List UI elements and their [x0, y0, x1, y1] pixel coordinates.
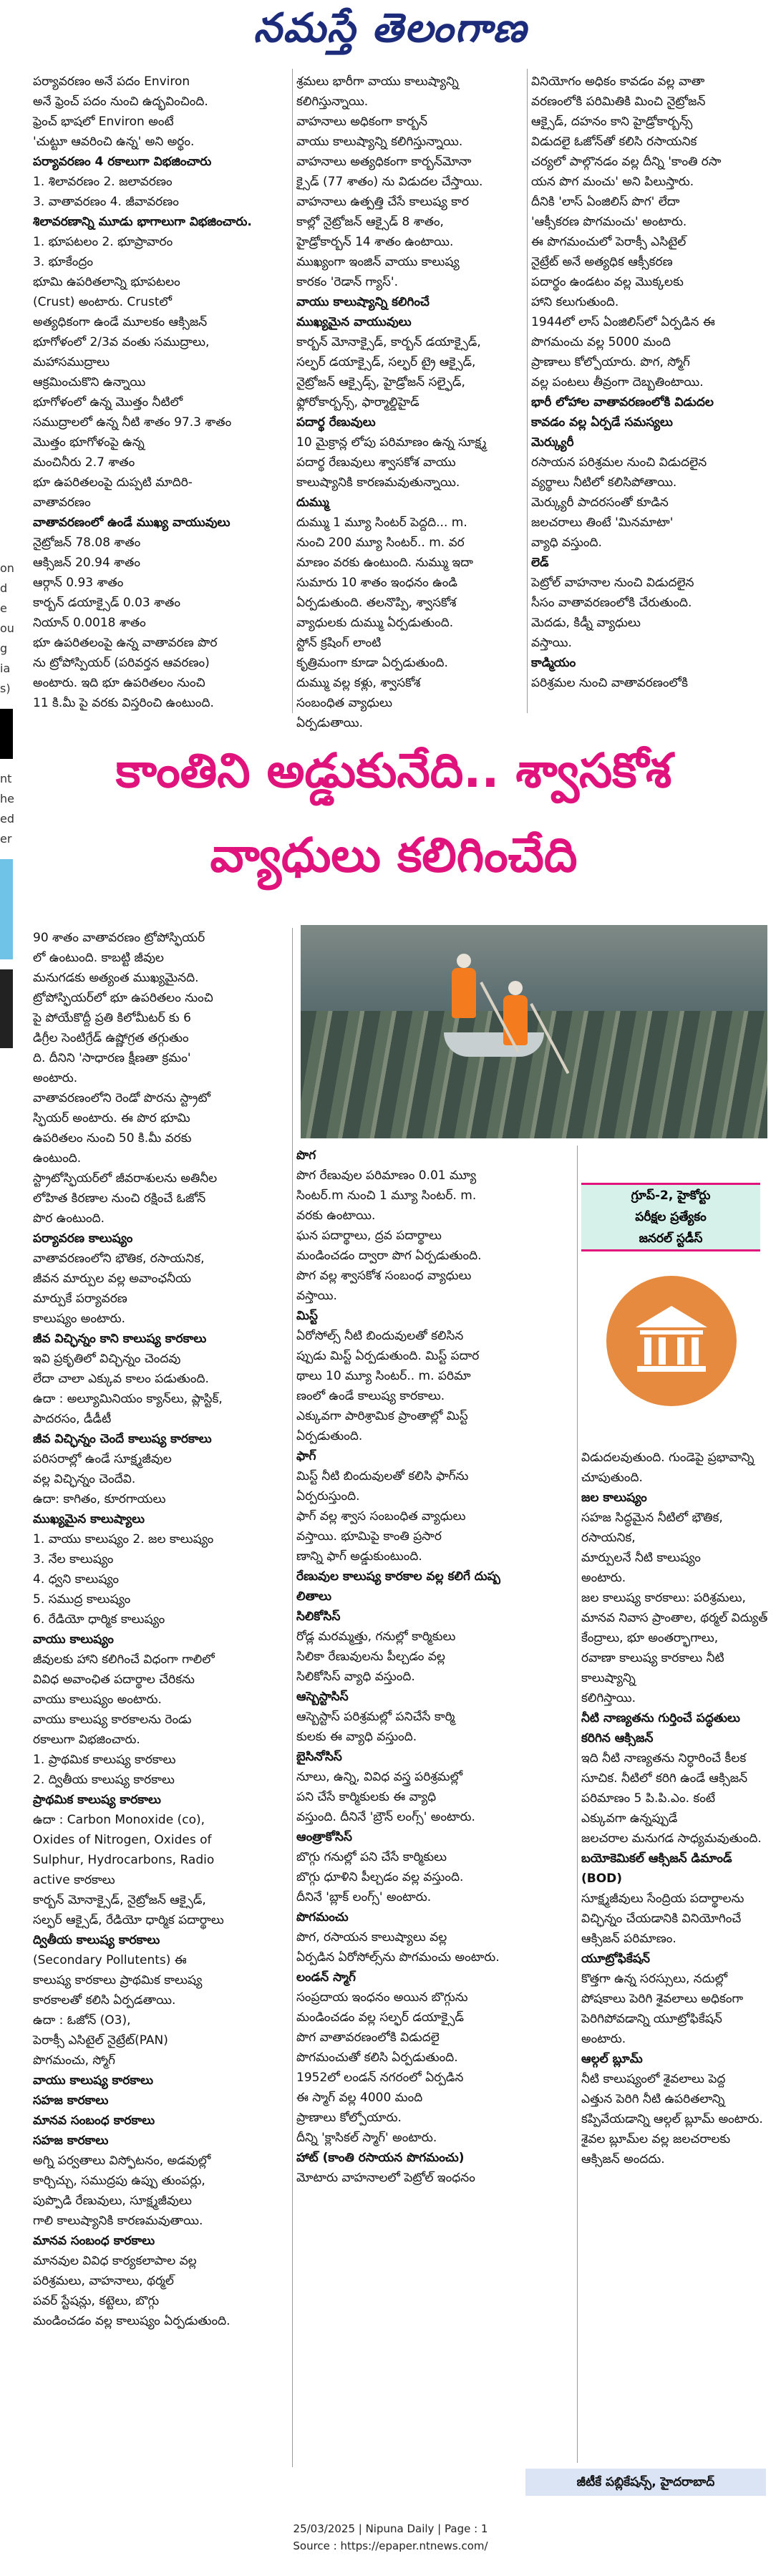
article-line: పదార్థం ఉండటం వల్ల మొక్కలకు [531, 275, 684, 289]
article-line: 10 మైక్రాన్ల లోపు పరిమాణం ఉన్న సూక్ష్మ [296, 435, 487, 450]
article-line: సంప్రదాయ ఇంధనం అయిన బొగ్గును [296, 1990, 468, 2005]
left-edge-fragments [0, 558, 16, 1058]
article-line: పొగమంచుతో కలిసి ఏర్పడుతుంది. [296, 2050, 458, 2065]
article-line: అత్యధికంగా ఉండే మూలకం ఆక్సిజన్ [33, 315, 208, 329]
article-line: చూపుతుంది. [581, 1471, 643, 1485]
article-line: యన పొగ మంచు' అని పిలుస్తారు. [531, 175, 694, 189]
article-line: విచ్ఛిన్నం చేయడానికి వినియోగించే [581, 1912, 742, 1926]
article-line: ఎక్కువగా ఉన్నప్పుడే [581, 1811, 678, 1826]
article-line: కార్చిచ్చు, సముద్రపు ఉప్పు తుంపర్లు, [33, 2174, 205, 2188]
article-line: ఈ స్మాగ్ వల్ల 4000 మంది [296, 2091, 423, 2105]
article-line: మండించడం ద్వారా పొగ ఏర్పడుతుంది. [296, 1249, 482, 1263]
article-line: మార్పుకే పర్యావరణ [33, 1292, 127, 1306]
article-line: సంబంధిత వ్యాధులు [296, 696, 392, 710]
article-line: ప్రాథమిక కాలుష్య కారకాలు [33, 1793, 161, 1807]
edge-fragment: e [0, 601, 7, 615]
footer-meta: 25/03/2025 | Nipuna Daily | Page : 1 [293, 2522, 488, 2535]
edge-black-bar [0, 709, 13, 759]
article-line: నీటి నాణ్యతను గుర్తించే పద్ధతులు [581, 1711, 740, 1725]
article-line: 1944లో లాస్ ఏంజిలిస్‌లో ఏర్పడిన ఈ [531, 315, 715, 329]
article-line: భూ ఉపరితలంపై దుప్పటి మాదిరి- [33, 475, 193, 490]
article-line: అనే ఫ్రెంచ్ పదం నుంచి ఉద్భవించింది. [33, 95, 208, 109]
article-line: వాతావరణం [33, 495, 91, 510]
article-line: పరిసరాల్లో ఉండే సూక్ష్మజీవుల [33, 1452, 172, 1466]
article-line: మానవ నివాస ప్రాంతాల, థర్మల్ విద్యుత్ [581, 1611, 768, 1625]
article-line: సహజ సిద్ధమైన నీటిలో భౌతిక, రసాయనిక, [581, 1511, 723, 1545]
article-line: ణంలో ఉండే కాలుష్య కారకాలు. [296, 1389, 445, 1403]
page-footer [0, 2520, 781, 2555]
article-line: వరణంలోకి పరిమితికి మించి నైట్రోజన్ [531, 95, 706, 109]
article-line: జీవన మార్పుల వల్ల అవాంఛనీయ [33, 1272, 191, 1286]
column-rule [292, 928, 293, 2467]
article-line: సిలికోసిస్ వ్యాధి వస్తుంది. [296, 1670, 415, 1684]
article-line: పొగ రేణువుల పరిమాణం 0.01 మ్యూ [296, 1168, 477, 1183]
article-line: Oxides of Nitrogen, Oxides of [33, 1833, 212, 1847]
badge-band [581, 1183, 760, 1251]
photo-worker-head [457, 954, 471, 968]
article-line: బైసినోసిస్ [296, 1750, 342, 1764]
photo-worker [452, 968, 476, 1018]
article-line: 1952లో లండన్ నగరంలో ఏర్పడిన [296, 2071, 464, 2085]
footer-source: Source : https://epaper.ntnews.com/ [293, 2539, 488, 2552]
article-line: ప్పుడు మిస్ట్ ఏర్పడుతుంది. మిస్ట్ పదార [296, 1349, 480, 1363]
article-line: కార్బన్ డయాక్సైడ్ 0.03 శాతం [33, 596, 180, 610]
headline-line-2: వ్యాధులు కలిగించేది [210, 828, 578, 883]
edge-fragment: on [0, 561, 14, 575]
article-line: వాయు కాలుష్యాన్ని కలిగిస్తున్నాయి. [296, 135, 463, 149]
article-line: ఉంటుంది. [33, 1151, 82, 1166]
article-line: పెరిగిపోవడాన్ని యూట్రోఫికేషన్ [581, 2012, 722, 2026]
article-line: జీవులకు హాని కలిగించే విధంగా గాలిలో [33, 1652, 215, 1667]
edge-fragment: g [0, 641, 8, 655]
article-line: (Crust) అంటారు. Crustలో [33, 295, 173, 309]
article-line: కప్పివేయడాన్ని ఆల్గల్ బ్లూమ్ అంటారు. [581, 2112, 763, 2126]
article-line: ఆస్బెస్టాస్ పరిశ్రమల్లో పనిచేసే కార్మి [296, 1710, 455, 1724]
edge-fragment: ia [0, 662, 11, 675]
article-line: వాయు కాలుష్య కారకాలను రెండు [33, 1713, 192, 1727]
article-line: సిలికా రేణువులను పీల్చడం వల్ల [296, 1650, 445, 1664]
article-line: 90 శాతం వాతావరణం ట్రోపోస్ఫియర్ [33, 931, 205, 945]
article-column-left-bottom [33, 928, 288, 2331]
article-line: జల కాలుష్యం [581, 1491, 647, 1505]
article-line: శిలావరణాన్ని మూడు భాగాలుగా విభజించారు. [33, 215, 252, 229]
article-line: కలిగిస్తాయి. [581, 1691, 636, 1705]
article-line: అంటారు. [33, 1071, 78, 1085]
article-line: కలిగిస్తున్నాయి. [296, 95, 369, 109]
headline [29, 729, 759, 916]
article-line: ఘన పదార్థాలు, ద్రవ పదార్థాలు [296, 1229, 442, 1243]
article-line: అగ్ని పర్వతాలు విస్ఫోటనం, అడవుల్లో [33, 2154, 211, 2168]
article-line: కొత్తగా ఉన్న సరస్సులు, నదుల్లో [581, 1972, 728, 1986]
article-line: వాయు కాలుష్యం [33, 1632, 114, 1647]
article-line: నుంచి 200 మ్యూ సింటర్.. m. వర [296, 536, 465, 550]
article-column-right-bottom [581, 1448, 769, 2169]
article-line: ఉదా: కాగితం, కూరగాయలు [33, 1492, 166, 1506]
edge-fragment: he [0, 792, 14, 805]
article-line: 3. నేల కాలుష్యం [33, 1552, 114, 1567]
article-line: మానవ సంబంధ కారకాలు [33, 2113, 155, 2128]
edge-fragment: nt [0, 772, 12, 785]
article-line: కరిగిన ఆక్సిజన్ [581, 1731, 654, 1745]
article-line: పుప్పొడి రేణువులు, సూక్ష్మజీవులు [33, 2194, 192, 2208]
article-line: ఎత్తున పెరిగి నీటి ఉపరితలాన్ని [581, 2092, 725, 2106]
article-line: 11 కి.మీ పై వరకు విస్తరించి ఉంటుంది. [33, 696, 214, 710]
article-line: ఏరోసోల్స్ నీటి బిందువులతో కలిసిన [296, 1329, 464, 1343]
article-line: వ్యర్థాలు నీటిలో కలిసిపోతాయి. [531, 475, 677, 490]
article-line: మెర్క్యురీ పాదరసంతో కూడిన [531, 495, 669, 510]
article-line: దుమ్ము 1 మ్యూ సింటర్ పెద్దది... m. [296, 515, 467, 530]
article-line: వస్తుంది. దీనినే 'బ్రౌన్ లంగ్స్' అంటారు. [296, 1810, 475, 1824]
article-line: 2. ద్వితీయ కాలుష్య కారకాలు [33, 1773, 175, 1787]
article-line: పొర ఉంటుంది. [33, 1211, 105, 1226]
article-line: పై పోయేకొద్దీ ప్రతి కిలోమీటర్ కు 6 [33, 1011, 191, 1025]
article-line: క్సైడ్ (77 శాతం) ను విడుదల చేస్తాయి. [296, 175, 483, 189]
article-line: అంటారు. [581, 1571, 626, 1585]
news-photo [301, 925, 767, 1138]
photo-worker-head [508, 981, 523, 995]
article-line: పరిశ్రమలు, వాహనాలు, థర్మల్ [33, 2274, 174, 2288]
article-line: సిలికోసిస్ [296, 1609, 341, 1624]
article-line: నియాన్ 0.0018 శాతం [33, 616, 146, 630]
masthead [0, 0, 781, 66]
article-line: కాలుష్యానికి కారణమవుతున్నాయి. [296, 475, 460, 490]
article-line: మెర్క్యురీ [531, 435, 574, 450]
article-line: 'చుట్టూ ఆవరించి ఉన్న' అని అర్థం. [33, 135, 195, 149]
article-line: నైట్రేట్ అనే అత్యధిక ఆక్సీకరణ [531, 255, 673, 269]
article-line: active కారకాలు [33, 1873, 115, 1887]
photo-water [301, 1011, 767, 1138]
article-line: పాదరసం, డీడీటీ [33, 1412, 112, 1426]
article-line: పెరాక్సీ ఎసిటైల్ నైట్రేట్(PAN) [33, 2033, 168, 2048]
article-line: కులకు ఈ వ్యాధి వస్తుంది. [296, 1730, 417, 1744]
article-line: జలచరాల మనుగడ సాధ్యమవుతుంది. [581, 1831, 762, 1846]
article-line: నైట్రోజన్ ఆక్సైడ్స్, హైడ్రోజన్ సల్ఫైడ్, [296, 375, 465, 389]
article-line: ఎక్కువగా పారిశ్రామిక ప్రాంతాల్లో మిస్ట్ [296, 1409, 468, 1423]
article-line: 1. వాయు కాలుష్యం 2. జల కాలుష్యం [33, 1532, 214, 1546]
article-line: 1. శిలావరణం 2. జలావరణం [33, 175, 173, 189]
article-line: వస్తాయి. [531, 636, 572, 650]
article-line: వల్ల పంటలు తీవ్రంగా దెబ్బతింటాయి. [531, 375, 704, 389]
article-line: దుమ్ము [296, 495, 329, 510]
article-line: ఫ్లోరోకార్బన్స్, ఫార్మాల్డిహైడ్ [296, 395, 419, 410]
article-line: భూగోళంలో ఉన్న మొత్తం నీటిలో [33, 395, 183, 410]
article-line: స్ఫియర్ అంటారు. ఈ పొర భూమి [33, 1111, 190, 1125]
article-line: విడుదలవుతుంది. గుండెపై ప్రభావాన్ని [581, 1451, 755, 1465]
article-line: కారకాలతో కలిసి ఏర్పడతాయి. [33, 1993, 176, 2008]
article-line: ముఖ్యమైన కాలుష్యాలు [33, 1512, 145, 1526]
article-line: ఆక్రమించుకొని ఉన్నాయి [33, 375, 146, 389]
article-line: Sulphur, Hydrocarbons, Radio [33, 1853, 215, 1867]
article-line: నూలు, ఉన్ని, వివిధ వస్త్ర పరిశ్రమల్లో [296, 1770, 463, 1784]
article-line: ఏర్పరుస్తుంది. [296, 1489, 360, 1504]
article-line: వాయు కాలుష్య కారకాలు [33, 2073, 154, 2088]
article-line: ఆంత్రాకోసిస్ [296, 1830, 352, 1844]
article-line: హైడ్రోకార్బన్ 14 శాతం ఉంటాయి. [296, 235, 454, 249]
article-line: పర్యావరణ కాలుష్యం [33, 1231, 133, 1246]
article-line: పవర్ స్టేషన్లు, కట్టెలు, బొగ్గు [33, 2294, 160, 2308]
article-line: సింటర్.m నుంచి 1 మ్యూ సింటర్. m. [296, 1188, 477, 1203]
article-line: వ్యాధి వస్తుంది. [531, 536, 602, 550]
article-line: జీవ విచ్ఛిన్నం చెందే కాలుష్య కారకాలు [33, 1432, 212, 1446]
edge-fragment: ou [0, 621, 14, 635]
article-line: కాల్లో నైట్రోజన్ ఆక్సైడ్ 8 శాతం, [296, 215, 444, 229]
article-line: వివిధ అవాంఛిత పదార్థాల చేరికను [33, 1672, 195, 1687]
article-line: ఆల్గల్ బ్లూమ్ [581, 2052, 643, 2066]
badge-line-3: జనరల్ స్టడీస్ [639, 1231, 703, 1246]
article-line: మాణం వరకు ఉంటుంది. నుమ్ము ఇదా [296, 556, 473, 570]
article-line: మానవ సంబంధ కారకాలు [33, 2234, 155, 2248]
article-line: పరిమాణం 5 పి.పి.ఎం. కంటే [581, 1791, 716, 1806]
article-line: వల్ల విచ్ఛిన్నం చెందేవి. [33, 1472, 136, 1486]
courthouse-icon [633, 1303, 710, 1377]
article-line: జల కాలుష్య కారకాలు: పరిశ్రమలు, [581, 1591, 746, 1605]
article-line: కృత్రిమంగా కూడా ఏర్పడుతుంది. [296, 656, 448, 670]
article-line: భారీ లోహాల వాతావరణంలోకి విడుదల [531, 395, 714, 410]
article-line: సూక్ష్మజీవులు సేంద్రియ పదార్థాలను [581, 1892, 744, 1906]
article-line: 4. ధ్వని కాలుష్యం [33, 1572, 120, 1587]
article-line: ఈ పొగమంచులో పెరాక్సీ ఎసిటైల్ [531, 235, 687, 249]
article-line: ఉదా : అల్యూమినియం క్యాన్‌లు, ప్లాస్టిక్, [33, 1392, 223, 1406]
article-line: ట్రోపోస్ఫియర్‌లో భూ ఉపరితలం నుంచి [33, 991, 213, 1005]
article-line: మిస్ట్ [296, 1309, 318, 1323]
article-line: భూ ఉపరితలంపై ఉన్న వాతావరణ పొర [33, 636, 218, 650]
article-line: మండించడం వల్ల కాలుష్యం ఏర్పడుతుంది. [33, 2314, 231, 2328]
edge-dark-bar [0, 969, 13, 1048]
article-line: వాహనాలు అధికంగా కార్బన్ [296, 115, 427, 129]
article-line: వాతావరణంలోని భౌతిక, రసాయనిక, [33, 1251, 205, 1266]
article-column-middle-bottom [296, 1146, 573, 2188]
article-line: ఏర్పడిన ఏరోసోల్స్‌ను పొగమంచు అంటారు. [296, 1950, 500, 1965]
article-line: సూచిక. నీటిలో కరిగి ఉండే ఆక్సిజన్ [581, 1771, 748, 1786]
article-line: అంటారు. [581, 2032, 626, 2046]
article-line: మంచినీరు 2.7 శాతం [33, 455, 135, 470]
column-rule [292, 69, 293, 713]
article-line: ద్వితీయ కాలుష్య కారకాలు [33, 1933, 160, 1947]
article-line: మనుగడకు అత్యంత ముఖ్యమైనది. [33, 971, 199, 985]
article-line: ప్రాణాలు కోల్పోయారు. పొగ, స్మోగ్ [531, 355, 690, 369]
article-line: దీనినే 'బ్లాక్ లంగ్స్' అంటారు. [296, 1890, 432, 1904]
article-line: గాలి కాలుష్యానికి కారణమవుతాయి. [33, 2214, 203, 2228]
photo-boat [444, 1032, 544, 1057]
exam-special-badge [581, 1183, 760, 1440]
article-line: ఉదా : Carbon Monoxide (co), [33, 1813, 205, 1827]
article-line: లితాలు [296, 1589, 331, 1604]
article-line: పర్యావరణం 4 రకాలుగా విభజించారు [33, 155, 212, 169]
article-line: మానవుల వివిధ కార్యకలాపాల వల్ల [33, 2254, 197, 2268]
article-line: మండించడం వల్ల సల్ఫర్ డయాక్సైడ్ [296, 2010, 464, 2025]
article-line: ఆక్సిజన్ 20.94 శాతం [33, 556, 141, 570]
article-line: ఏర్పడుతాయి. [296, 716, 364, 730]
article-line: ఇది నీటి నాణ్యతను నిర్ధారించే కీలక [581, 1751, 747, 1766]
article-line: పర్యావరణం అనే పదం Environ [33, 74, 190, 89]
article-line: వరకు ఉంటాయి. [296, 1209, 376, 1223]
article-line: ఉపరితలం నుంచి 50 కి.మీ వరకు [33, 1131, 192, 1146]
article-line: మెదడు, కిడ్నీ వ్యాధులు [531, 616, 641, 630]
article-line: ఇవి ప్రకృతిలో విచ్ఛిన్నం చెందవు [33, 1352, 181, 1366]
article-line: ఏర్పడుతుంది. తలనొప్పి, శ్వాసకోశ [296, 596, 457, 610]
article-line: భూమి ఉపరితలాన్ని భూపటలం [33, 275, 180, 289]
article-line: సహజ కారకాలు [33, 2093, 109, 2108]
article-line: పెట్రోల్ వాహనాల నుంచి విడుదలైన [531, 576, 694, 590]
article-line: సల్ఫర్ ఆక్సైడ్, రేడియో ధార్మిక పదార్థాలు [33, 1913, 224, 1927]
article-line: ఫ్రెంచ్ భాషలో Environ అంటే [33, 115, 174, 129]
edge-blue-bar [0, 859, 13, 959]
article-line: పొగ వాతావరణంలోకి విడుదలై [296, 2030, 440, 2045]
article-line: నైట్రోజన్ 78.08 శాతం [33, 536, 141, 550]
article-line: ఆర్గాన్ 0.93 శాతం [33, 576, 124, 590]
article-line: జీవ విచ్ఛిన్నం కాని కాలుష్య కారకాలు [33, 1332, 207, 1346]
edge-fragment: ed [0, 812, 14, 825]
article-line: వినియోగం అధికం కావడం వల్ల వాతా [531, 74, 705, 89]
article-line: ఆక్సైడ్, దహనం కాని హైడ్రోకార్బన్స్ [531, 115, 693, 129]
article-line: 5. సముద్ర కాలుష్యం [33, 1592, 131, 1607]
article-line: వస్తాయి. భూమిపై కాంతి ప్రసార [296, 1529, 442, 1544]
article-line: కార్బన్ మోనాక్సైడ్, నైట్రోజన్ ఆక్సైడ్, [33, 1893, 206, 1907]
article-line: భూగోళంలో 2/3వ వంతు సముద్రాలు, [33, 335, 210, 349]
article-line: స్ట్రాటోస్ఫియర్‌లో జీవరాశులను అతినీల [33, 1171, 218, 1186]
article-line: అంటారు. ఇది భూ ఉపరితలం నుంచి [33, 676, 205, 690]
article-line: లోహిత కిరణాల నుంచి రక్షించే ఓజోన్ [33, 1191, 206, 1206]
article-line: కావడం వల్ల ఏర్పడే సమస్యలు [531, 415, 673, 430]
article-line: ముఖ్యంగా ఇంజిన్ వాయు కాలుష్య [296, 255, 460, 269]
article-line: పొగమంచు, స్మోగ్ [33, 2053, 115, 2068]
article-line: కారకం 'రెడాన్ గ్యాస్'. [296, 275, 398, 289]
article-line: బొగ్గు ధూళిని పీల్చడం వల్ల వస్తుంది. [296, 1870, 464, 1884]
article-line: విడుదలై ఓజోన్‌తో కలిసి రసాయనిక [531, 135, 697, 149]
article-line: 1. భూపటలం 2. భూప్రావారం [33, 235, 173, 249]
article-line: లేదా చాలా ఎక్కువ కాలం పడుతుంది. [33, 1372, 209, 1386]
article-line: కార్బన్ మోనాక్సైడ్, కార్బన్ డయాక్సైడ్, [296, 335, 481, 349]
edge-fragment: er [0, 832, 12, 846]
article-line: కాడ్మియం [531, 656, 576, 670]
article-column-middle-top [296, 72, 523, 733]
publisher-brand: జీటీకే పబ్లికేషన్స్, హైదరాబాద్ [525, 2469, 766, 2496]
article-line: మొత్తం భూగోళంపై ఉన్న [33, 435, 145, 450]
article-line: బయోకెమికల్ ఆక్సిజన్ డిమాండ్ (BOD) [581, 1851, 732, 1886]
article-line: సముద్రాలలో ఉన్న నీటి శాతం 97.3 శాతం [33, 415, 232, 430]
article-line: ఏర్పడుతుంది. [296, 1429, 363, 1443]
article-line: ది. దీనిని 'సాధారణ క్షీణతా క్రమం' [33, 1051, 191, 1065]
column-rule [527, 69, 528, 713]
article-line: వాహనాలు అత్యధికంగా కార్బన్‌మోనా [296, 155, 472, 169]
edge-fragment: d [0, 581, 8, 595]
article-line: 3. వాతావరణం 4. జీవావరణం [33, 195, 179, 209]
article-line: మార్పులనే నీటి కాలుష్యం [581, 1551, 701, 1565]
article-column-right-top [531, 72, 767, 693]
article-line: పరిశ్రమల నుంచి వాతావరణంలోకి [531, 676, 688, 690]
article-line: 3. భూకేంద్రం [33, 255, 93, 269]
article-line: నీటి కాలుష్యంలో శైవలాలు పెద్ద [581, 2072, 726, 2086]
article-line: వాతావరణంలోని రెండో పొరను స్ట్రాటో [33, 1091, 211, 1105]
article-line: శ్రమలు భారీగా వాయు కాలుష్యాన్ని [296, 74, 459, 89]
article-line: దుమ్ము వల్ల కళ్లు, శ్వాసకోశ [296, 676, 421, 690]
masthead-logo: నమస్తే తెలంగాణ [253, 4, 528, 52]
article-line: రసాయన పరిశ్రమల నుంచి విడుదలైన [531, 455, 707, 470]
article-line: వాయు కాలుష్యాన్ని కలిగించే [296, 295, 430, 309]
article-line: సుమారు 10 శాతం ఇంధనం ఉండి [296, 576, 457, 590]
article-line: 1. ప్రాథమిక కాలుష్య కారకాలు [33, 1753, 176, 1767]
article-line: ఫాగ్ వల్ల శ్వాస సంబంధిత వ్యాధులు [296, 1509, 466, 1524]
article-line: రేణువుల కాలుష్య కారకాల వల్ల కలిగే దుష్ప [296, 1569, 500, 1584]
article-line: లండన్ స్మాగ్ [296, 1970, 356, 1985]
badge-line-1: గ్రూప్-2, హైకోర్టు [631, 1188, 711, 1203]
article-line: దీనికి 'లాస్ ఏంజిలిస్ పొగ' లేదా [531, 195, 680, 209]
article-line: పొగమంచు వల్ల 5000 మంది [531, 335, 671, 349]
article-line: పొగ, రసాయన కాలుష్యాలు వల్ల [296, 1930, 447, 1945]
headline-line-1: కాంతిని అడ్డుకునేది.. శ్వాసకోశ [115, 743, 672, 798]
article-line: వ్యాధులకు దుమ్ము ఏర్పడుతుంది. [296, 616, 454, 630]
article-line: దీన్ని 'క్లాసికల్ స్మాగ్' అంటారు. [296, 2131, 437, 2145]
article-line: కేంద్రాలు, భూ అంతర్భాగాలు, [581, 1631, 719, 1645]
article-line: రకాలుగా విభజించారు. [33, 1733, 140, 1747]
article-line: శైవల బ్లూమ్‌ల వల్ల జలచరాలకు [581, 2132, 731, 2146]
article-line: లెడ్ [531, 556, 549, 570]
article-line: లో ఉంటుంది. కాబట్టి జీవుల [33, 951, 164, 965]
article-line: వాహనాలు ఉత్పత్తి చేసే కాలుష్య కార [296, 195, 469, 209]
article-line: కాలుష్య కారకాలు ప్రాథమిక కాలుష్య [33, 1973, 203, 1987]
article-line: 6. రేడియో ధార్మిక కాలుష్యం [33, 1612, 165, 1627]
article-line: ఆక్సిజన్ అందదు. [581, 2152, 665, 2166]
article-line: యూట్రోఫికేషన్ [581, 1952, 650, 1966]
article-line: సహజ కారకాలు [33, 2134, 109, 2148]
article-line: సల్ఫర్ డయాక్సైడ్, సల్ఫర్ ట్రై ఆక్సైడ్, [296, 355, 476, 369]
article-line: పోషకాలు పెరిగి శైవలాలు అధికంగా [581, 1992, 744, 2006]
article-column-left-top [33, 72, 288, 713]
article-line: కాలుష్యం అంటారు. [33, 1312, 125, 1326]
article-line: రవాణా కాలుష్య కారకాలు నీటి కాలుష్యాన్ని [581, 1651, 724, 1685]
article-line: ప్రాణాలు కోల్పోయారు. [296, 2111, 402, 2125]
article-line: డిగ్రీల సెంటిగ్రేడ్ ఉష్ణోగ్రత తగ్గుతుం [33, 1031, 189, 1045]
article-line: ఆక్సిజన్ పరిమాణం. [581, 1932, 676, 1946]
article-line: మోటారు వాహనాలలో పెట్రోల్ ఇంధనం [296, 2171, 475, 2185]
article-line: వాతావరణంలో ఉండే ముఖ్య వాయువులు [33, 515, 231, 530]
article-line: బొగ్గు గనుల్లో పని చేసే కార్మికులు [296, 1850, 447, 1864]
article-line: ఫాగ్ [296, 1449, 316, 1463]
article-line: ఆస్బెస్టాసిస్ [296, 1690, 349, 1704]
article-line: (Secondary Pollutents) ఈ [33, 1953, 187, 1967]
article-line: పొగ [296, 1148, 316, 1163]
article-line: వస్తాయి. [296, 1289, 337, 1303]
article-line: హాని కలుగుతుంది. [531, 295, 619, 309]
article-line: థాలు 10 మ్యూ సింటర్.. m. పరిమా [296, 1369, 471, 1383]
article-line: రోడ్ల మరమ్మత్తు, గనుల్లో కార్మికులు [296, 1630, 456, 1644]
article-line: పదార్థ రేణువులు శ్వాసకోశ వాయు [296, 455, 456, 470]
article-line: పని చేసే కార్మికులకు ఈ వ్యాధి [296, 1790, 437, 1804]
article-line: స్టోన్ క్రషింగ్ లాంటి [296, 636, 382, 650]
article-line: పొగ వల్ల శ్వాసకోశ సంబంధ వ్యాధులు [296, 1269, 472, 1283]
article-line: పొగమంచు [296, 1910, 349, 1924]
article-line: హాట్ (కాంతి రసాయన పొగమంచు) [296, 2151, 465, 2165]
photo-worker [503, 995, 528, 1045]
article-line: సీసం వాతావరణంలోకి చేరుతుంది. [531, 596, 692, 610]
article-line: మహాసముద్రాలు [33, 355, 110, 369]
article-line: ముఖ్యమైన వాయువులు [296, 315, 412, 329]
column-rule [577, 1146, 578, 2463]
article-line: జలచరాలు తింటే 'మినమాటా' [531, 515, 674, 530]
article-line: 'ఆక్సీకరణ పొగమంచు' అంటారు. [531, 215, 687, 229]
article-line: వాయు కాలుష్యం అంటారు. [33, 1693, 162, 1707]
article-line: ణాన్ని ఫాగ్ అడ్డుకుంటుంది. [296, 1549, 422, 1564]
article-line: మిస్ట్ నీటి బిందువులతో కలిసి ఫాగ్‌ను [296, 1469, 469, 1483]
article-line: చర్యలో పాల్గొనడం వల్ల దీన్ని 'కాంతి రసా [531, 155, 722, 169]
article-line: పదార్థ రేణువులు [296, 415, 376, 430]
badge-line-2: పరీక్షల ప్రత్యేకం [635, 1210, 707, 1224]
edge-fragment: s) [0, 682, 11, 695]
article-line: ఉదా : ఓజోన్ (O3), [33, 2013, 131, 2028]
article-line: ను ట్రోపోస్పియర్ (పరివర్తన ఆవరణం) [33, 656, 210, 670]
